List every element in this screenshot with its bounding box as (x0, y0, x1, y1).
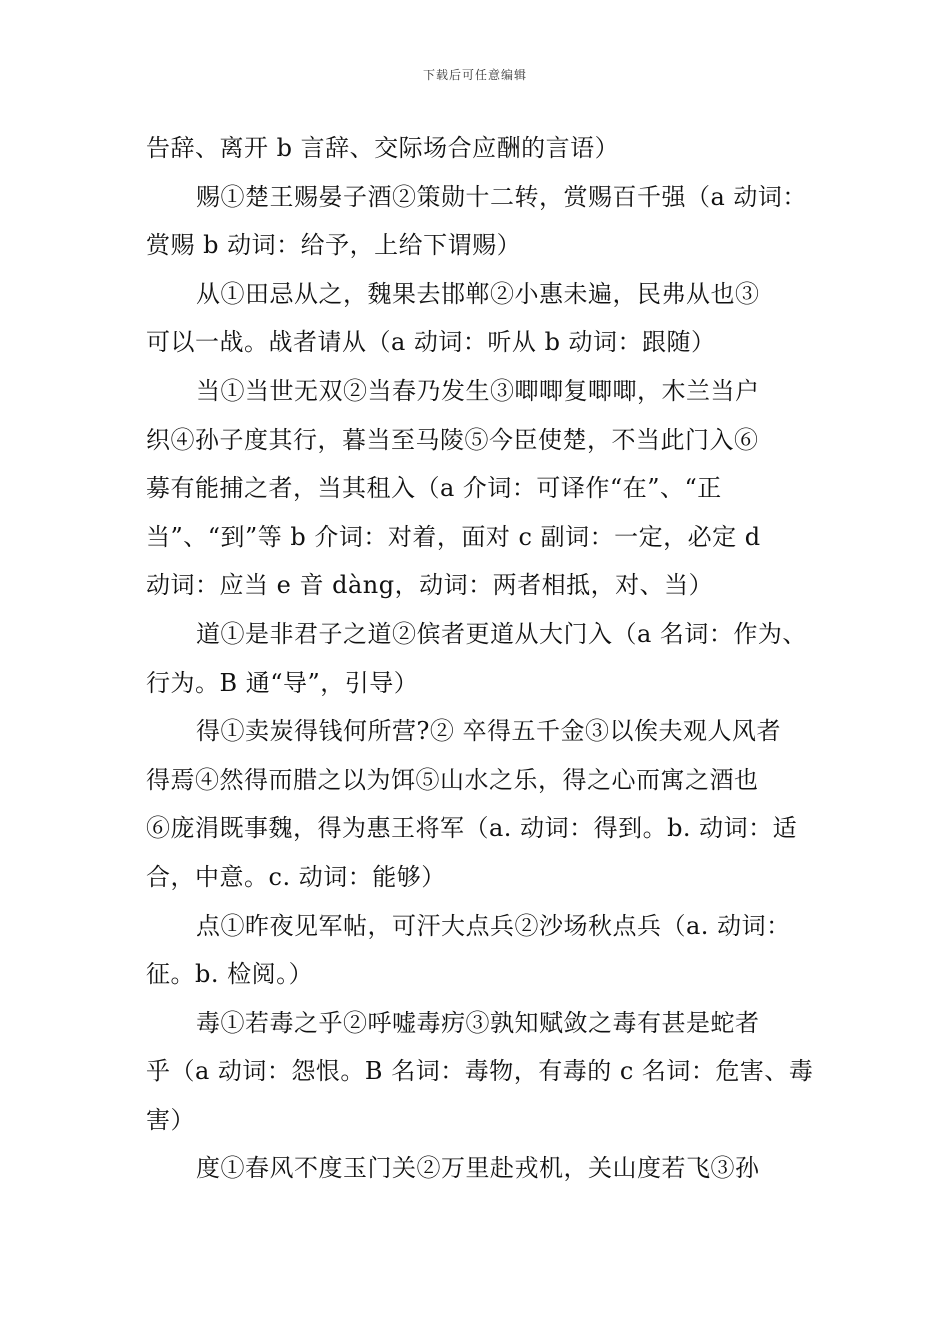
text-line: 合，中意。c. 动词：能够） (146, 862, 446, 891)
page-header: 下载后可任意编辑 (422, 68, 527, 82)
text-line: 告辞、离开 b 言辞、交际场合应酬的言语） (146, 134, 620, 162)
text-line: 当①当世无双②当春乃发生③唧唧复唧唧，木兰当户 (196, 376, 760, 405)
text-line: ⑥庞涓既事魏，得为惠王将军（a. 动词：得到。b. 动词：适 (146, 814, 798, 843)
text-line: 募有能捕之者，当其租入（a 介词：可译作“在”、“正 (146, 474, 722, 503)
text-line: 当”、“到”等 b 介词：对着，面对 c 副词：一定，必定 d (146, 522, 761, 551)
text-line: 毒①若毒之乎②呼嘘毒疠③孰知赋敛之毒有甚是蛇者 (196, 1008, 760, 1037)
text-line: 动词：应当 e 音 dàng，动词：两者相抵，对、当） (146, 571, 714, 600)
text-line: 征。b. 检阅。） (146, 960, 314, 989)
text-line: 可以一战。战者请从（a 动词：听从 b 动词：跟随） (146, 328, 716, 357)
text-line: 得①卖炭得钱何所营?② 卒得五千金③以俟夫观人风者 (196, 717, 781, 746)
text-line: 织④孙子度其行，暮当至马陵⑤今臣使楚，不当此门入⑥ (146, 425, 759, 454)
text-line: 行为。B 通“导”，引导） (146, 668, 419, 697)
text-line: 赐①楚王赐晏子酒②策勋十二转，赏赐百千强（a 动词： (196, 182, 807, 211)
body-text (146, 124, 814, 1193)
text-line: 度①春风不度玉门关②万里赴戎机，关山度若飞③孙 (196, 1154, 760, 1183)
text-line: 害） (146, 1105, 195, 1134)
text-line: 赏赐 b 动词：给予，上给下谓赐） (146, 231, 522, 260)
text-line: 道①是非君子之道②傧者更道从大门入（a 名词：作为、 (196, 619, 807, 648)
text-line: 乎（a 动词：怨恨。B 名词：毒物，有毒的 c 名词：危害、毒 (146, 1057, 814, 1086)
text-line: 点①昨夜见军帖，可汗大点兵②沙场秋点兵（a. 动词： (196, 911, 791, 940)
text-line: 从①田忌从之，魏果去邯郸②小惠未遍，民弗从也③ (196, 279, 760, 308)
text-line: 得焉④然得而腊之以为饵⑤山水之乐，得之心而寓之酒也 (146, 765, 759, 794)
